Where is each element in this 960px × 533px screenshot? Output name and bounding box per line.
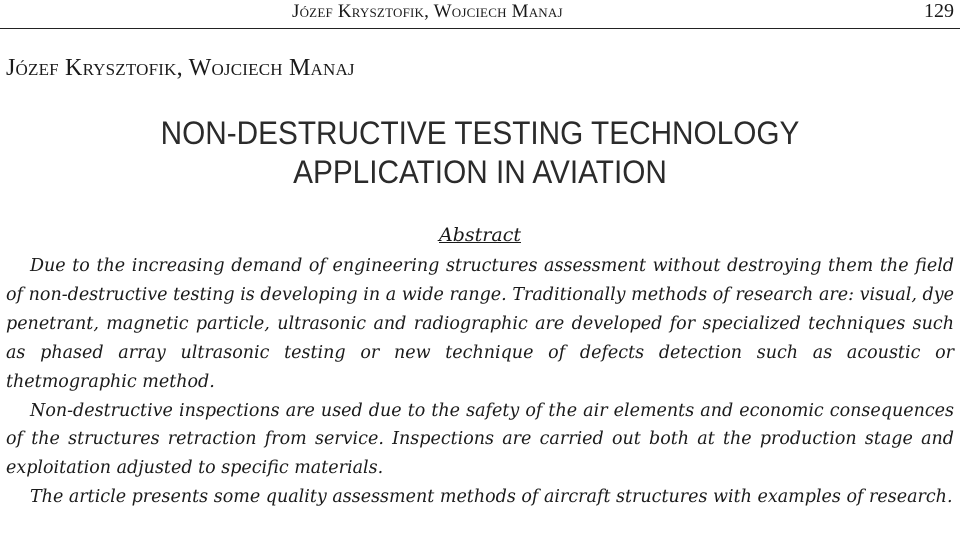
article-authors: Józef Krysztofik, Wojciech Manaj xyxy=(6,55,355,81)
article-title-line-1: NON-DESTRUCTIVE TESTING TECHNOLOGY xyxy=(160,115,800,151)
page-number: 129 xyxy=(924,0,954,22)
running-header xyxy=(0,0,960,29)
abstract-paragraph-2: Non-destructive inspections are used due to the safety of the air elements and economic consequences of the structures retraction from service. Inspections are carried out both at the production stage and exploitation adjusted to specific materials. xyxy=(6,400,954,479)
article-title xyxy=(34,114,927,192)
abstract-heading: Abstract xyxy=(439,224,521,246)
article-title-line-2: APPLICATION IN AVIATION xyxy=(293,154,667,190)
running-header-authors: Józef Krysztofik, Wojciech Manaj xyxy=(292,1,563,22)
abstract-paragraph-1: Due to the increasing demand of engineering structures assessment without destroying them the field of non-destructive testing is developing in a wide range. Traditionally methods of research are: visual, dye penetrant, magnetic particle, ultrasonic and radiographic are developed for specialized techniques such as phased array ultrasonic testing or new technique of defects detection such as acoustic or thetmographic method. xyxy=(6,256,954,392)
abstract-body xyxy=(6,252,954,512)
abstract-paragraph-3: The article presents some quality assessment methods of aircraft structures with examples of research. xyxy=(30,487,953,508)
